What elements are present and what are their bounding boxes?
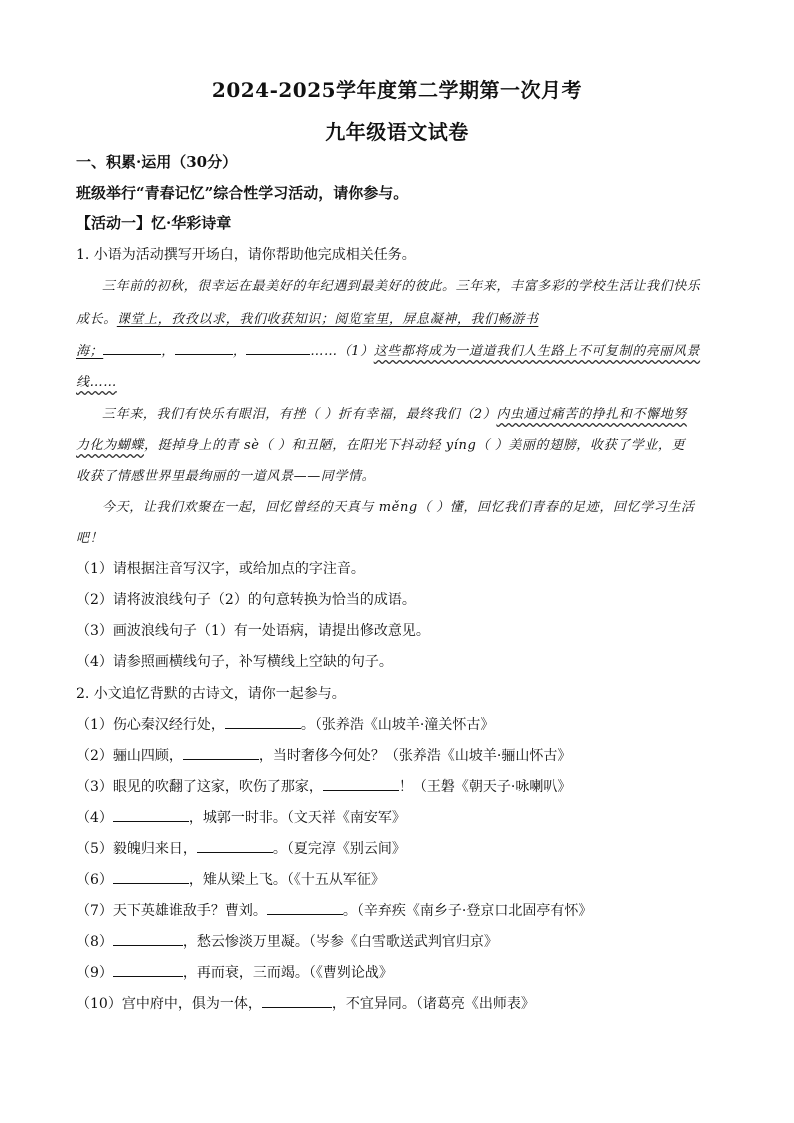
poetry-prompt: （3）眼见的吹翻了这家，吹伤了那家， — [76, 779, 323, 795]
exam-title: 2024-2025学年度第二学期第一次月考 — [211, 78, 583, 102]
passage-text: 三年来，我们有快乐有眼泪，有挫（ ）折有幸福，最终我们（2） — [102, 407, 497, 422]
passage-line: 今天，让我们欢聚在一起，回忆曾经的天真与 měng（ ）懂，回忆我们青春的足迹，回忆学习生活 — [102, 500, 695, 515]
poetry-item — [76, 838, 406, 858]
poetry-item — [76, 807, 406, 827]
separator: ， — [161, 344, 175, 359]
separator: ， — [232, 344, 247, 359]
answer-blank[interactable] — [262, 995, 332, 1008]
poetry-prompt: （4） — [76, 810, 113, 826]
poetry-source: 。（辛弃疾《南乡子·登京口北固亭有怀》 — [342, 903, 593, 919]
poetry-item — [76, 745, 571, 765]
poetry-item — [76, 714, 494, 734]
answer-blank[interactable] — [267, 902, 343, 915]
question-2-stem: 2. 小文追忆背默的古诗文，请你一起参与。 — [76, 686, 346, 702]
sub-question: （3）画波浪线句子（1）有一处语病，请提出修改意见。 — [76, 623, 430, 639]
passage-line — [102, 403, 687, 422]
exam-subtitle: 九年级语文试卷 — [325, 120, 469, 144]
poetry-source: ！（王磐《朝天子·咏喇叭》 — [398, 779, 572, 795]
passage-line — [76, 434, 685, 453]
poetry-source: ，当时奢侈今何处？（张养浩《山坡羊·骊山怀古》 — [258, 748, 572, 764]
sub-question: （1）请根据注音写汉字，或给加点的字注音。 — [76, 561, 365, 577]
answer-blank[interactable] — [225, 716, 301, 729]
underlined-sentence: 课堂上，孜孜以求，我们收获知识；阅览室里，屏息凝神，我们畅游书 — [116, 312, 539, 327]
sub-question: （2）请将波浪线句子（2）的句意转换为恰当的成语。 — [76, 592, 416, 608]
section-heading: 一、积累·运用（30分） — [76, 153, 238, 171]
poetry-prompt: （1）伤心秦汉经行处， — [76, 717, 225, 733]
answer-blank[interactable] — [175, 342, 233, 355]
wavy-sentence-1-end: 线…… — [76, 375, 117, 390]
passage-text: 成长。 — [76, 312, 117, 327]
poetry-source: ，城郭一时非。（文天祥《南安军》 — [188, 810, 406, 826]
poetry-prompt: （10）宫中府中，俱为一体， — [76, 996, 262, 1012]
poetry-prompt: （9） — [76, 965, 113, 981]
question-1-stem: 1. 小语为活动撰写开场白，请你帮助他完成相关任务。 — [76, 247, 416, 263]
poetry-item — [76, 900, 592, 920]
section-intro: 班级举行“青春记忆”综合性学习活动，请你参与。 — [76, 184, 409, 202]
poetry-source: ，再而衰，三而竭。（《曹刿论战》 — [182, 965, 393, 981]
passage-line — [76, 371, 117, 390]
passage-text: ，挺掉身上的青 sè（ ）和丑陋，在阳光下抖动轻 yíng（ ）美丽的翅膀，收获了学业，更 — [144, 438, 686, 453]
passage-line: 吧！ — [76, 531, 104, 546]
poetry-prompt: （2）骊山四顾， — [76, 748, 183, 764]
answer-blank[interactable] — [113, 871, 189, 884]
passage-line: 三年前的初秋，很幸运在最美好的年纪遇到最美好的彼此。三年来，丰富多彩的学校生活让我们快乐 — [102, 279, 701, 294]
poetry-prompt: （8） — [76, 934, 113, 950]
poetry-prompt: （5）毅魄归来日， — [76, 841, 197, 857]
poetry-prompt: （7）天下英雄谁敌手？曹刘。 — [76, 903, 267, 919]
passage-line — [76, 308, 538, 327]
passage-text: ……（1） — [310, 344, 374, 359]
poetry-item — [76, 869, 385, 889]
poetry-source: 。（夏完淳《别云间》 — [272, 841, 406, 857]
underlined-sentence: 海； — [76, 344, 104, 359]
answer-blank[interactable] — [323, 778, 399, 791]
poetry-item — [76, 962, 393, 982]
answer-blank[interactable] — [113, 809, 189, 822]
poetry-source: ，愁云惨淡万里凝。（岑参《白雪歌送武判官归京》 — [182, 934, 498, 950]
poetry-item — [76, 993, 535, 1013]
answer-blank[interactable] — [103, 342, 161, 355]
passage-line: 收获了情感世界里最绚丽的一道风景——同学情。 — [76, 469, 376, 484]
poetry-source: 。（张养浩《山坡羊·潼关怀古》 — [300, 717, 495, 733]
answer-blank[interactable] — [197, 840, 273, 853]
answer-blank[interactable] — [246, 342, 310, 355]
passage-line — [76, 340, 700, 359]
activity-heading: 【活动一】忆·华彩诗章 — [76, 214, 232, 232]
poetry-prompt: （6） — [76, 872, 113, 888]
answer-blank[interactable] — [113, 964, 183, 977]
wavy-sentence-1: 这些都将成为一道道我们人生路上不可复制的亮丽风景 — [373, 344, 701, 359]
wavy-sentence-2: 内虫通过痛苦的挣扎和不懈地努 — [496, 407, 687, 422]
poetry-item — [76, 931, 498, 951]
poetry-source: ，雉从梁上飞。（《十五从军征》 — [188, 872, 385, 888]
wavy-sentence-2-end: 力化为蝴蝶 — [76, 438, 145, 453]
answer-blank[interactable] — [183, 747, 259, 760]
sub-question: （4）请参照画横线句子，补写横线上空缺的句子。 — [76, 654, 393, 670]
poetry-item — [76, 776, 571, 796]
answer-blank[interactable] — [113, 933, 183, 946]
poetry-source: ，不宜异同。（诸葛亮《出师表》 — [331, 996, 535, 1012]
